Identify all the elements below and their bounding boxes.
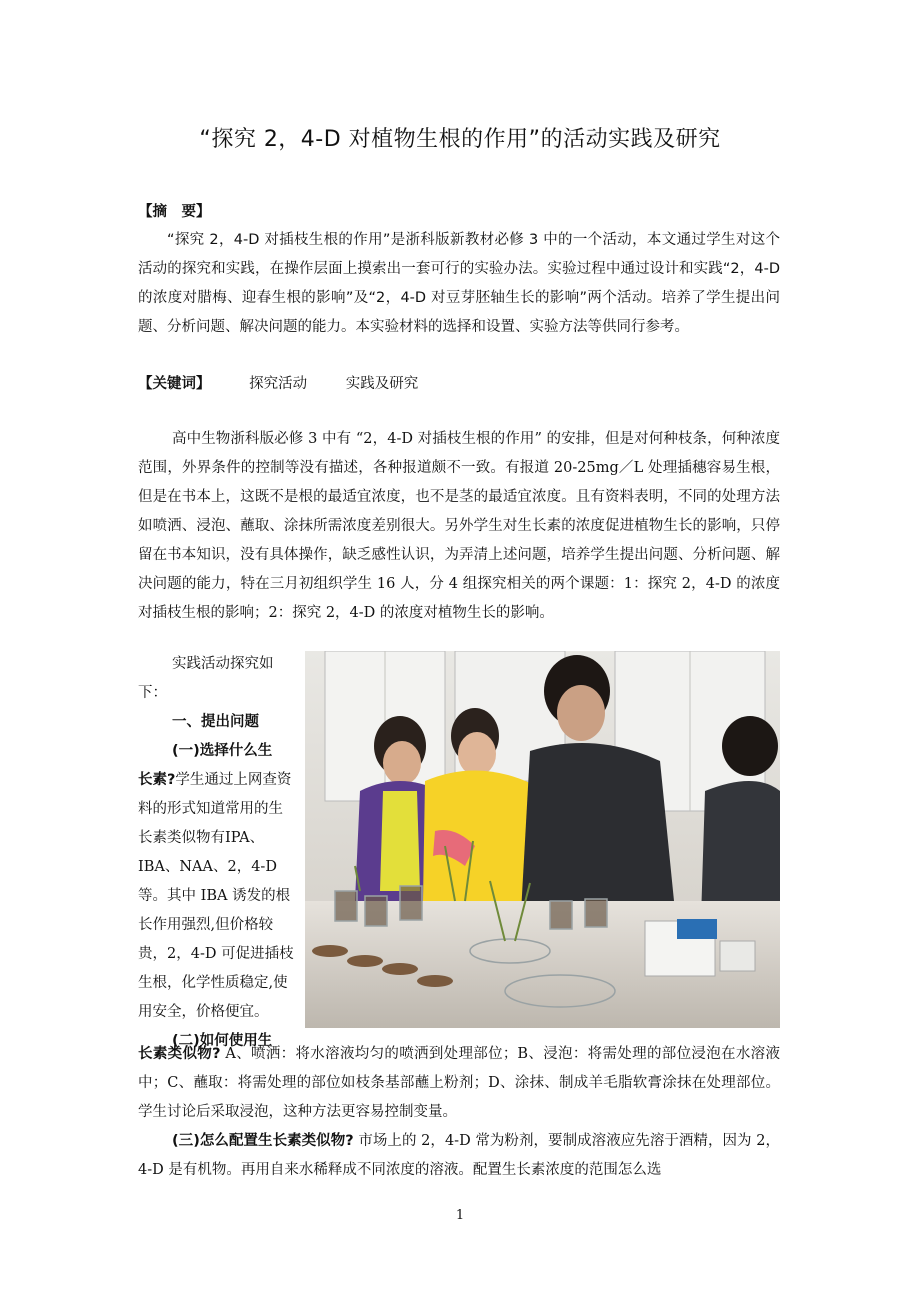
question-2-para: [138, 1040, 780, 1127]
side-column: [138, 650, 294, 1056]
question-3-title: (三)怎么配置生长素类似物?: [172, 1133, 354, 1149]
question-2-title-b: 长素类似物?: [138, 1046, 221, 1062]
keyword-1: 探究活动: [249, 376, 308, 392]
abstract-text: “探究 2，4-D 对插枝生根的作用”是浙科版新教材必修 3 中的一个活动，本文通过学生对这个活动的探究和实践，在操作层面上摸索出一套可行的实验办法。实验过程中通过设计和实践“2，4-D 的浓度对腊梅、迎春生根的影响”及“2，4-D 对豆芽胚轴生长的影响”两个活动。培养了学生提出问题、分析问题、解决问题的能力。本实验材料的选择和设置、实验方法等供同行参考。: [138, 232, 780, 335]
page-title: “探究 2，4-D 对植物生根的作用”的活动实践及研究: [199, 127, 721, 152]
keywords-row: [138, 372, 418, 393]
section-heading-1: 一、提出问题: [172, 714, 259, 730]
page-number: 1: [455, 1208, 465, 1223]
question-1: [138, 737, 294, 766]
question-3-para: [138, 1127, 780, 1185]
question-1-text: 学生通过上网查资料的形式知道常用的生长素类似物有IPA、IBA、NAA、2，4-D 等。其中 IBA 诱发的根长作用强烈,但价格较贵，2，4-D 可促进插枝生根，化学性质稳定,使用安全，价格便宜。: [138, 772, 294, 1020]
question-3-text: 市场上的 2，4-D 常为粉剂，要制成溶液应先溶于酒精，因为 2，4-D 是有机物。再用自来水稀释成不同浓度的溶液。配置生长素浓度的范围怎么选: [138, 1133, 781, 1178]
intro-paragraph: 高中生物浙科版必修 3 中有 “2，4-D 对插枝生根的作用” 的安排，但是对何种枝条，何种浓度范围，外界条件的控制等没有描述，各种报道颇不一致。有报道 20-25mg／L 处理插穗容易生根，但是在书本上，这既不是根的最适宜浓度，也不是茎的最适宜浓度。且有资料表明，不同的处理方法如喷洒、浸泡、蘸取、涂抹所需浓度差别很大。另外学生对生长素的浓度促进植物生长的影响，只停留在书本知识，没有具体操作，缺乏感性认识，为弄清上述问题，培养学生提出问题、分析问题、解决问题的能力，特在三月初组织学生 16 人，分 4 组探究相关的两个课题：1：探究 2，4-D 的浓度对插枝生根的影响；2：探究 2，4-D 的浓度对植物生长的影响。: [138, 431, 780, 621]
students-experiment-photo: [305, 651, 780, 1028]
keywords-label: 【关键词】: [138, 376, 211, 392]
question-1-body: [138, 766, 294, 1027]
photo-illustration: [305, 651, 780, 1028]
question-2-text: A、喷洒：将水溶液均匀的喷洒到处理部位；B、浸泡：将需处理的部位浸泡在水溶液中；C、蘸取：将需处理的部位如枝条基部蘸上粉剂；D、涂抹、制成羊毛脂软膏涂抹在处理部位。学生讨论后采取浸泡，这种方法更容易控制变量。: [138, 1046, 780, 1120]
question-1-title-a: (一)选择什么生: [172, 743, 273, 759]
keyword-2: 实践及研究: [345, 376, 419, 392]
question-2-body: [138, 1040, 780, 1185]
activity-lead: 实践活动探究如下：: [138, 656, 274, 701]
question-2-title-a: (二)如何使用生: [172, 1033, 273, 1049]
question-1-title-b: 长素?: [138, 772, 176, 788]
abstract-heading: 【摘 要】: [138, 204, 211, 220]
